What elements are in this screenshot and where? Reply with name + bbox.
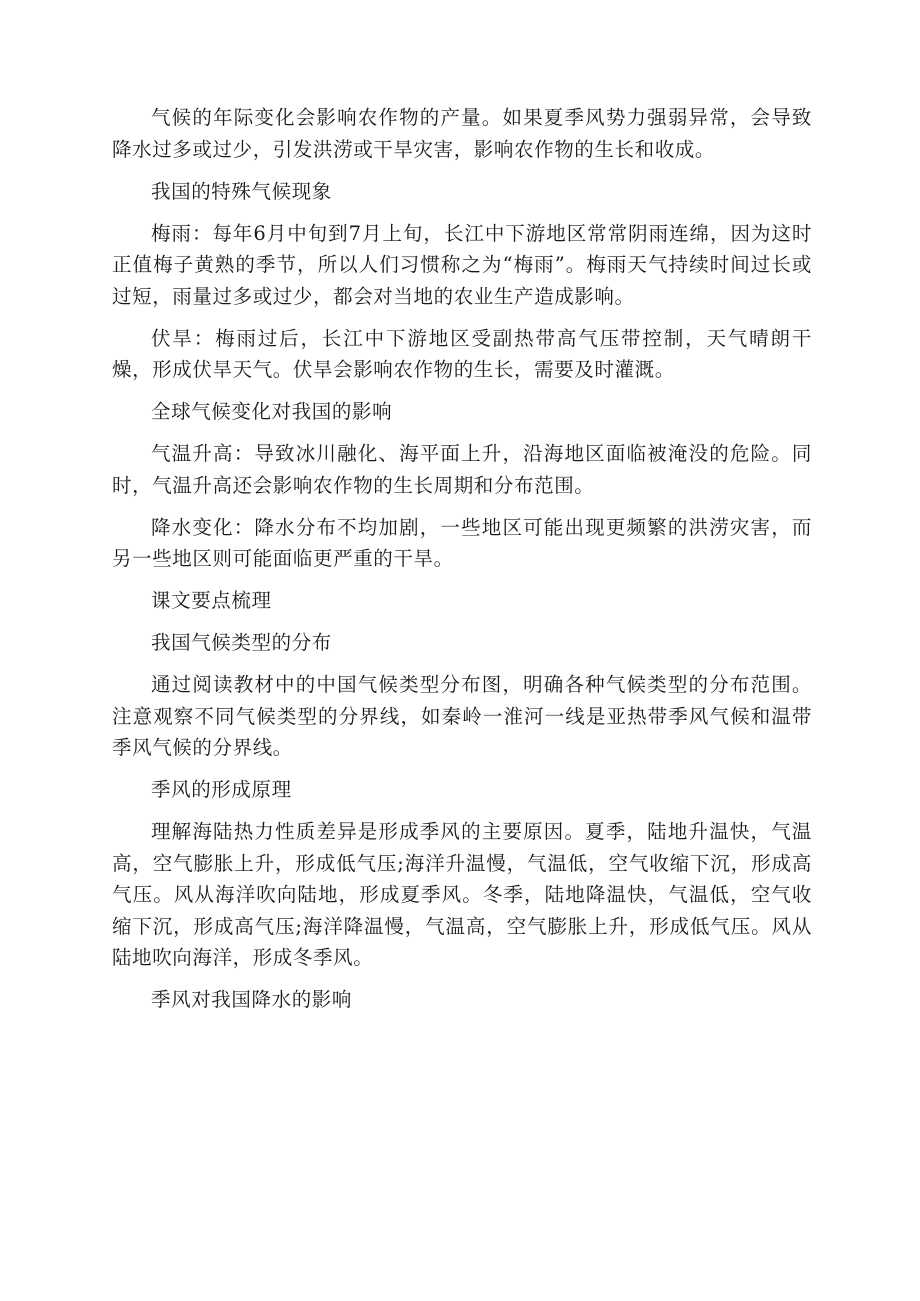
paragraph-precipitation-change: 降水变化：降水分布不均加剧，一些地区可能出现更频繁的洪涝灾害，而另一些地区则可能面临更严重的干旱。 [112, 515, 812, 570]
paragraph-monsoon-principle: 理解海陆热力性质差异是形成季风的主要原因。夏季，陆地升温快，气温高，空气膨胀上升，形成低气压;海洋升温慢，气温低，空气收缩下沉，形成高气压。风从海洋吹向陆地，形成夏季风。冬季，陆地降温快，气温低，空气收缩下沉，形成高气压;海洋降温慢，气温高，空气膨胀上升，形成低气压。风从陆地吹向海洋，形成冬季风。 [112, 820, 812, 969]
document-body [112, 102, 812, 1026]
heading-monsoon-formation: 季风的形成原理 [151, 778, 292, 801]
heading-special-climate: 我国的特殊气候现象 [151, 179, 332, 203]
paragraph-temperature-rise: 气温升高：导致冰川融化、海平面上升，沿海地区面临被淹没的危险。同时，气温升高还会影响农作物的生长周期和分布范围。 [112, 442, 812, 497]
paragraph-interannual-variation: 气候的年际变化会影响农作物的产量。如果夏季风势力强弱异常，会导致降水过多或过少，引发洪涝或干旱灾害，影响农作物的生长和收成。 [112, 106, 812, 161]
paragraph-climate-type-map: 通过阅读教材中的中国气候类型分布图，明确各种气候类型的分布范围。注意观察不同气候类型的分界线，如秦岭一淮河一线是亚热带季风气候和温带季风气候的分界线。 [112, 673, 812, 759]
paragraph-summer-drought: 伏旱：梅雨过后，长江中下游地区受副热带高气压带控制，天气晴朗干燥，形成伏旱天气。伏旱会影响农作物的生长，需要及时灌溉。 [112, 326, 812, 381]
heading-global-climate-change: 全球气候变化对我国的影响 [151, 400, 393, 423]
paragraph-plum-rain: 梅雨：每年6月中旬到7月上旬，长江中下游地区常常阴雨连绵，因为这时正值梅子黄熟的季节，所以人们习惯称之为“梅雨”。梅雨天气持续时间过长或过短，雨量过多或过少，都会对当地的农业生产造成影响。 [112, 221, 812, 308]
heading-key-points: 课文要点梳理 [151, 589, 272, 612]
heading-climate-type-distribution: 我国气候类型的分布 [151, 631, 332, 654]
heading-monsoon-precipitation: 季风对我国降水的影响 [151, 988, 353, 1011]
